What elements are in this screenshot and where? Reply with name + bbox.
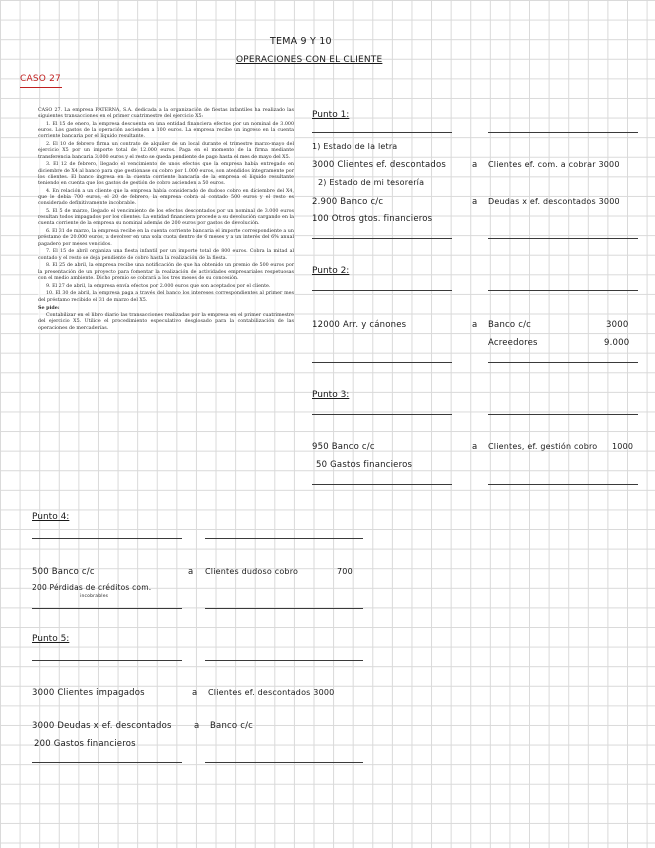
punto-2-label: Punto 2: xyxy=(312,266,350,276)
statement-item: 5. El 5 de marzo, llegado el vencimiento de los efectos descontados por un nominal de 3.000 euros resultan todos impagados por los clientes. La entidad financiera procede a su devolución cargando en la cuenta corriente de la empresa su nominal además de 200 euros por gastos de devolución. xyxy=(38,209,294,227)
statement-item: 10. El 30 de abril, la empresa paga a través del banco los intereses correspondientes al primer mes del préstamo recibido el 31 de marzo del X5. xyxy=(38,291,294,303)
journal-rule xyxy=(488,132,638,133)
punto-1-sub1: 1) Estado de la letra xyxy=(312,142,398,151)
journal-rule xyxy=(488,414,638,415)
punto-1-sub2: 2) Estado de mi tesorería xyxy=(318,178,425,187)
punto-3-debit1: 950 Banco c/c xyxy=(312,442,375,452)
statement-item: 6. El 31 de marzo, la empresa recibe en la cuenta corriente bancaria el importe correspondiente a un préstamo de 20.000 euros, a devolver en una sola cuota dentro de 6 meses y a un interés del 6% anual pagadero por meses vencidos. xyxy=(38,229,294,247)
statement-se-pide: Se pide: xyxy=(38,305,60,312)
journal-rule xyxy=(205,538,363,539)
journal-rule xyxy=(312,132,452,133)
punto-2-credit2-name: Acreedores xyxy=(488,338,538,348)
journal-rule xyxy=(205,608,363,609)
punto-3-credit: Clientes, ef. gestión cobro xyxy=(488,442,598,451)
journal-rule xyxy=(32,608,182,609)
punto-3-credit-amount: 1000 xyxy=(612,442,634,451)
page-subtitle: OPERACIONES CON EL CLIENTE xyxy=(236,55,383,65)
punto-1-entry1-a: a xyxy=(472,160,478,170)
punto-2-debit: 12000 Arr. y cánones xyxy=(312,320,407,330)
punto-5-entry1-a: a xyxy=(192,688,198,698)
punto-5-entry2-credit: Banco c/c xyxy=(210,721,254,731)
punto-5-label: Punto 5: xyxy=(32,634,70,644)
journal-rule xyxy=(488,290,638,291)
punto-4-credit: Clientes dudoso cobro xyxy=(205,567,299,576)
punto-4-debit1: 500 Banco c/c xyxy=(32,567,95,577)
statement-item: 9. El 27 de abril, la empresa envía efectos por 2.000 euros que son aceptados por el cliente. xyxy=(46,283,271,289)
case-statement xyxy=(38,108,294,333)
punto-3-label: Punto 3: xyxy=(312,390,350,400)
punto-4-label: Punto 4: xyxy=(32,512,70,522)
case-label: CASO 27 xyxy=(20,74,61,84)
journal-rule xyxy=(32,538,182,539)
statement-item: 8. El 25 de abril, la empresa recibe una notificación de que ha obtenido un premio de 500 euros por la presentación de un proyecto para fomentar la realización de actividades empresariales respetuosas con el medio ambiente. Dicho premio se cobrará a los tres meses de su concesión. xyxy=(38,263,294,281)
journal-rule xyxy=(32,660,182,661)
punto-4-credit-amount: 700 xyxy=(337,567,353,576)
journal-rule xyxy=(488,484,638,485)
statement-intro: CASO 27. La empresa PATERNA, S.A. dedicada a la organización de fiestas infantiles ha realizado las siguientes transacciones en el primer cuatrimestre del ejercicio X5: xyxy=(38,108,294,120)
punto-3-debit2: 50 Gastos financieros xyxy=(316,460,413,470)
journal-rule xyxy=(312,414,452,415)
punto-1-entry2-a: a xyxy=(472,197,478,207)
journal-rule xyxy=(312,238,452,239)
punto-2-credit1-name: Banco c/c xyxy=(488,320,532,330)
statement-item: 1. El 15 de enero, la empresa descuenta en una entidad financiera efectos por un nominal de 3.000 euros. Los gastos de la operación ascienden a 100 euros. La empresa recibe un ingreso en la cuenta corriente bancaria por el líquido resultante. xyxy=(38,122,294,140)
journal-rule xyxy=(205,660,363,661)
journal-rule xyxy=(205,762,363,763)
punto-1-entry2-debit2: 100 Otros gtos. financieros xyxy=(312,214,433,224)
punto-1-entry2-debit: 2.900 Banco c/c xyxy=(312,197,384,207)
statement-item: 2. El 10 de febrero firma un contrato de alquiler de un local durante el trimestre marzo-mayo del ejercicio X5 por un importe total de 12.000 euros. Paga en el momento de la firma mediante transferencia bancaria 3.000 euros y el resto se queda pendiente de pago hasta el mes de mayo del X5. xyxy=(38,142,294,160)
punto-4-debit2: 200 Pérdidas de créditos com. xyxy=(32,583,152,592)
punto-5-entry1-credit: Clientes ef. descontados 3000 xyxy=(208,688,335,697)
journal-rule xyxy=(488,238,638,239)
punto-4-debit2-note: incobrables xyxy=(80,594,109,599)
journal-rule xyxy=(488,362,638,363)
statement-item: 3. El 12 de febrero, llegado el vencimiento de unos efectos que la empresa había entregado en diciembre de X4 al banco para que gestionase su cobro por 1.000 euros, son atendidos íntegramente por los clientes. El banco ingresa en la cuenta corriente bancaria de la empresa el líquido resultante teniendo en cuenta que los gastos de gestión de cobro ascienden a 50 euros. xyxy=(38,162,294,187)
punto-1-label: Punto 1: xyxy=(312,110,350,120)
punto-1-entry2-credit: Deudas x ef. descontados 3000 xyxy=(488,197,620,206)
statement-item: 4. En relación a un cliente que la empresa había considerado de dudoso cobro en diciembre del X4, que le debía 700 euros, el 20 de febrero, la empresa cobra al contado 500 euros y el resto es considerado definitivamente incobrable. xyxy=(38,188,294,207)
journal-rule xyxy=(312,290,452,291)
journal-rule xyxy=(312,484,452,485)
journal-rule xyxy=(312,362,452,363)
punto-2-a: a xyxy=(472,320,478,330)
punto-5-entry2-debit: 3000 Deudas x ef. descontados xyxy=(32,721,172,731)
journal-rule xyxy=(32,762,182,763)
punto-5-entry1-debit: 3000 Clientes impagados xyxy=(32,688,145,698)
punto-3-a: a xyxy=(472,442,478,452)
case-underline xyxy=(20,87,62,88)
punto-5-entry2-a: a xyxy=(194,721,200,731)
punto-2-credit1-amount: 3000 xyxy=(606,320,629,330)
punto-5-entry2-debit2: 200 Gastos financieros xyxy=(34,739,136,749)
punto-4-a: a xyxy=(188,567,194,577)
statement-item: 7. El 15 de abril organiza una fiesta infantil por un importe total de 800 euros. Cobra la mitad al contado y el resto se deja pendiente de cobro hasta la realización de la fiesta. xyxy=(38,249,294,261)
punto-2-credit2-amount: 9.000 xyxy=(604,338,630,348)
punto-1-entry1-credit: Clientes ef. com. a cobrar 3000 xyxy=(488,160,620,169)
punto-1-entry1-debit: 3000 Clientes ef. descontados xyxy=(312,160,446,170)
page-title: TEMA 9 Y 10 xyxy=(270,36,332,47)
statement-task: Contabilizar en el libro diario las transacciones realizadas por la empresa en el primer cuatrimestre del ejercicio X5. Utilice el procedimiento especulativo desglosado para la contabilización de las operaciones de mercaderías. xyxy=(38,313,294,331)
